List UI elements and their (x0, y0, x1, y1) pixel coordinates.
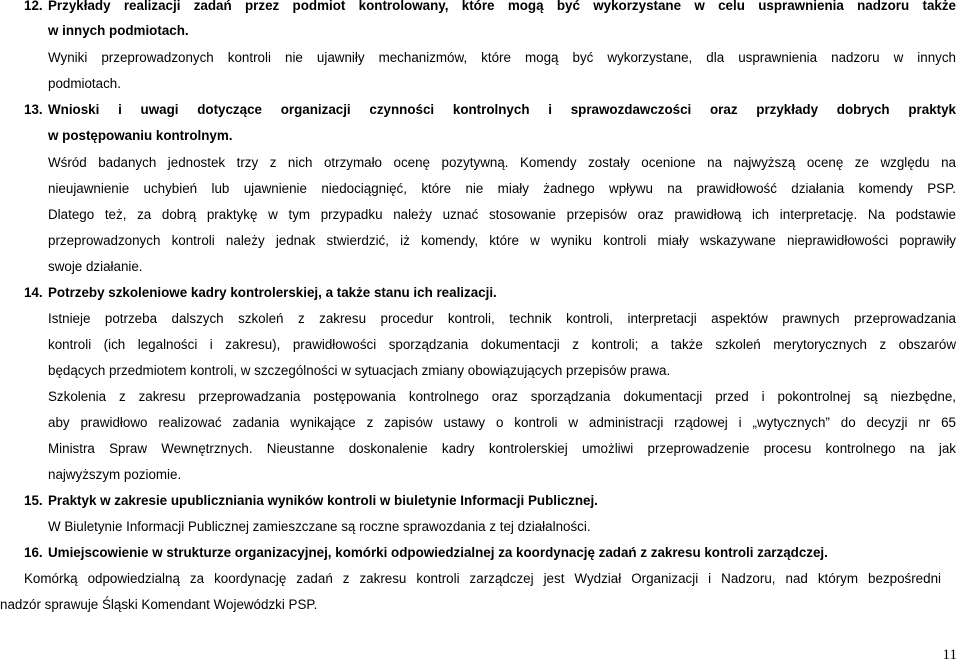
section-14-number: 14. (24, 285, 43, 300)
section-14-para-1-line-2: kontroli (ich legalności i zakresu), prawidłowości sporządzania dokumentacji z kontroli; a także szkoleń merytorycznych z obszarów (48, 337, 956, 352)
section-13-body-line-1: Wśród badanych jednostek trzy z nich otrzymało ocenę pozytywną. Komendy zostały ocenione na najwyższą ocenę ze względu na (48, 155, 956, 170)
section-13-body-line-2: nieujawnienie uchybień lub ujawnienie niedociągnięć, które nie miały żadnego wpływu na prawidłowość działania komendy PSP. (48, 181, 956, 196)
section-13-body-line-3: Dlatego też, za dobrą praktykę w tym przypadku należy uznać stosowanie przepisów oraz prawidłową ich interpretację. Na podstawie (48, 207, 956, 222)
section-14-para-1-line-1: Istnieje potrzeba dalszych szkoleń z zakresu procedur kontroli, technik kontroli, interpretacji aspektów prawnych przeprowadzania (48, 311, 956, 326)
section-14-para-2-line-2: aby prawidłowo realizować zadania wynikające z zapisów ustawy o kontroli w administracji rządowej i „wytycznych” do decyzji nr 65 (48, 415, 956, 430)
section-13-heading-line-2: w postępowaniu kontrolnym. (48, 128, 233, 143)
section-12-heading (24, 0, 956, 14)
section-12-body-line-2: podmiotach. (48, 76, 121, 91)
section-13-number: 13. (24, 102, 43, 117)
page-number: 11 (942, 647, 957, 663)
section-12-heading-line-2: w innych podmiotach. (48, 23, 189, 38)
section-16-heading-text: Umiejscowienie w strukturze organizacyjnej, komórki odpowiedzialnej za koordynację zadań z zakresu kontroli zarządczej. (48, 545, 828, 560)
section-15-number: 15. (24, 493, 43, 508)
section-15-body: W Biuletynie Informacji Publicznej zamieszczane są roczne sprawozdania z tej działalności. (48, 519, 591, 534)
section-14-para-2-line-1: Szkolenia z zakresu przeprowadzania postępowania kontrolnego oraz sporządzania dokumentacji przed i pokontrolnej są niezbędne, (48, 389, 956, 404)
section-14-para-2-line-3: Ministra Spraw Wewnętrznych. Nieustanne doskonalenie kadry kontrolerskiej umożliwi przeprowadzenie procesu kontrolnego na jak (48, 441, 956, 456)
section-13-body-line-5: swoje działanie. (48, 259, 143, 274)
section-14-heading-text: Potrzeby szkoleniowe kadry kontrolerskiej, a także stanu ich realizacji. (48, 285, 497, 300)
section-12-number: 12. (24, 0, 43, 13)
section-13-heading-line-1: Wnioski i uwagi dotyczące organizacji czynności kontrolnych i sprawozdawczości oraz przykłady dobrych praktyk (48, 102, 956, 117)
section-13-heading (24, 102, 956, 118)
section-13-body-line-4: przeprowadzonych kontroli należy jednak stwierdzić, iż komendy, które w wyniku kontroli miały wskazywane nieprawidłowości poprawiły (48, 233, 956, 248)
section-16-body-line-1: Komórką odpowiedzialną za koordynację zadań z zakresu kontroli zarządczej jest Wydział Organizacji i Nadzoru, nad którym bezpośredni (24, 571, 941, 586)
section-15-heading (24, 493, 598, 509)
section-12-heading-line-1: Przykłady realizacji zadań przez podmiot kontrolowany, które mogą być wykorzystane w celu usprawnienia nadzoru także (48, 0, 956, 13)
section-16-number: 16. (24, 545, 43, 560)
section-14-para-1-line-3: będących przedmiotem kontroli, w szczególności w sytuacjach zmiany obowiązujących przepisów prawa. (48, 363, 671, 378)
section-14-heading (24, 285, 497, 301)
section-14-para-2-line-4: najwyższym poziomie. (48, 467, 182, 482)
section-12-body-line-1: Wyniki przeprowadzonych kontroli nie ujawniły mechanizmów, które mogą być wykorzystane, dla usprawnienia nadzoru w innych (48, 50, 956, 65)
section-15-heading-text: Praktyk w zakresie upubliczniania wyników kontroli w biuletynie Informacji Publicznej. (48, 493, 598, 508)
section-16-body-line-2: nadzór sprawuje Śląski Komendant Wojewódzki PSP. (0, 597, 318, 612)
section-16-heading (24, 545, 828, 561)
